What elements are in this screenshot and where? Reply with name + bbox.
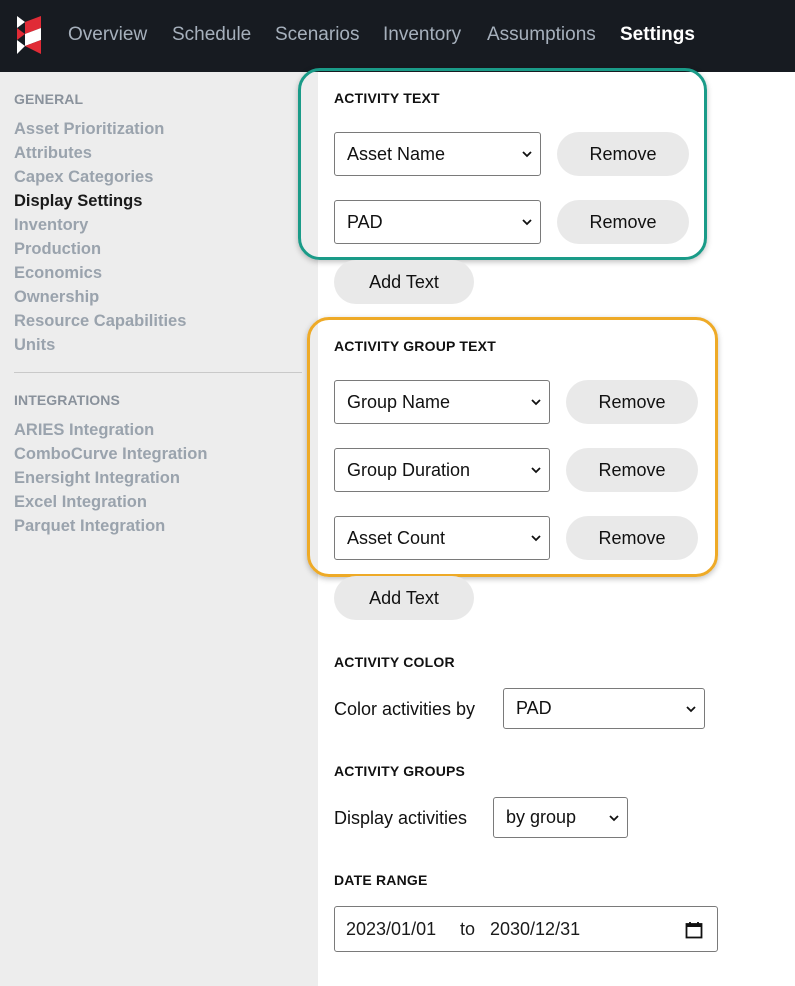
sidebar-item-aries-integration[interactable]: ARIES Integration bbox=[14, 421, 155, 439]
activity-text-remove-button-1[interactable]: Remove bbox=[557, 132, 689, 176]
chevron-down-icon bbox=[531, 533, 541, 543]
activity-group-text-select-1[interactable] bbox=[334, 380, 550, 424]
sidebar-item-production[interactable]: Production bbox=[14, 240, 102, 258]
sidebar-item-attributes[interactable]: Attributes bbox=[14, 144, 92, 162]
display-activities-select[interactable] bbox=[493, 797, 628, 838]
sidebar-item-combocurve-integration[interactable]: ComboCurve Integration bbox=[14, 445, 208, 463]
sidebar-item-ownership[interactable]: Ownership bbox=[14, 288, 100, 306]
nav-inventory[interactable]: Inventory bbox=[383, 24, 462, 45]
date-range-end[interactable]: 2030/12/31 bbox=[490, 919, 581, 939]
sidebar-item-capex-categories[interactable]: Capex Categories bbox=[14, 168, 154, 186]
calendar-icon[interactable] bbox=[685, 921, 703, 939]
activity-group-text-title: ACTIVITY GROUP TEXT bbox=[334, 338, 496, 354]
activity-color-title: ACTIVITY COLOR bbox=[334, 654, 455, 670]
activity-group-text-remove-button-3[interactable]: Remove bbox=[566, 516, 698, 560]
activity-text-select-1[interactable] bbox=[334, 132, 541, 176]
select-value: Group Duration bbox=[347, 460, 471, 480]
activity-group-text-remove-button-1[interactable]: Remove bbox=[566, 380, 698, 424]
chevron-down-icon bbox=[609, 813, 619, 823]
select-value: by group bbox=[506, 807, 577, 827]
chevron-down-icon bbox=[522, 149, 532, 159]
sidebar-heading-general: GENERAL bbox=[14, 91, 84, 107]
chevron-down-icon bbox=[531, 397, 541, 407]
activity-group-text-add-button[interactable]: Add Text bbox=[334, 576, 474, 620]
sidebar-item-display-settings[interactable]: Display Settings bbox=[14, 192, 143, 210]
chevron-down-icon bbox=[686, 704, 696, 714]
sidebar-item-resource-capabilities[interactable]: Resource Capabilities bbox=[14, 312, 187, 330]
sidebar-item-inventory[interactable]: Inventory bbox=[14, 216, 89, 234]
nav-schedule[interactable]: Schedule bbox=[172, 24, 252, 45]
nav-overview[interactable]: Overview bbox=[68, 24, 148, 45]
activity-group-text-select-2[interactable] bbox=[334, 448, 550, 492]
color-activities-select[interactable] bbox=[503, 688, 705, 729]
color-activities-label: Color activities by bbox=[334, 699, 476, 719]
chevron-down-icon bbox=[522, 217, 532, 227]
sidebar-divider bbox=[14, 372, 302, 373]
activity-text-select-2[interactable] bbox=[334, 200, 541, 244]
activity-text-remove-button-2[interactable]: Remove bbox=[557, 200, 689, 244]
select-value: Group Name bbox=[347, 392, 451, 412]
activity-group-text-select-3[interactable] bbox=[334, 516, 550, 560]
activity-group-text-remove-button-2[interactable]: Remove bbox=[566, 448, 698, 492]
activity-text-add-button[interactable]: Add Text bbox=[334, 260, 474, 304]
nav-assumptions[interactable]: Assumptions bbox=[487, 24, 596, 45]
nav-settings[interactable]: Settings bbox=[620, 24, 695, 45]
date-range-start[interactable]: 2023/01/01 bbox=[346, 919, 437, 939]
sidebar-item-enersight-integration[interactable]: Enersight Integration bbox=[14, 469, 180, 487]
activity-groups-title: ACTIVITY GROUPS bbox=[334, 763, 466, 779]
sidebar-item-parquet-integration[interactable]: Parquet Integration bbox=[14, 517, 166, 535]
select-value: Asset Name bbox=[347, 144, 446, 164]
date-range-input[interactable] bbox=[334, 906, 718, 952]
app-logo-icon[interactable] bbox=[17, 16, 41, 54]
sidebar-item-asset-prioritization[interactable]: Asset Prioritization bbox=[14, 120, 165, 138]
sidebar-heading-integrations: INTEGRATIONS bbox=[14, 392, 120, 408]
activity-text-title: ACTIVITY TEXT bbox=[334, 90, 440, 106]
select-value: PAD bbox=[516, 698, 552, 718]
select-value: Asset Count bbox=[347, 528, 446, 548]
date-range-title: DATE RANGE bbox=[334, 872, 428, 888]
chevron-down-icon bbox=[531, 465, 541, 475]
sidebar-item-excel-integration[interactable]: Excel Integration bbox=[14, 493, 147, 511]
nav-scenarios[interactable]: Scenarios bbox=[275, 24, 360, 45]
sidebar-item-units[interactable]: Units bbox=[14, 336, 56, 354]
display-activities-label: Display activities bbox=[334, 808, 468, 828]
top-nav-bar bbox=[0, 0, 795, 72]
select-value: PAD bbox=[347, 212, 383, 232]
sidebar-item-economics[interactable]: Economics bbox=[14, 264, 103, 282]
date-range-separator: to bbox=[460, 919, 476, 939]
